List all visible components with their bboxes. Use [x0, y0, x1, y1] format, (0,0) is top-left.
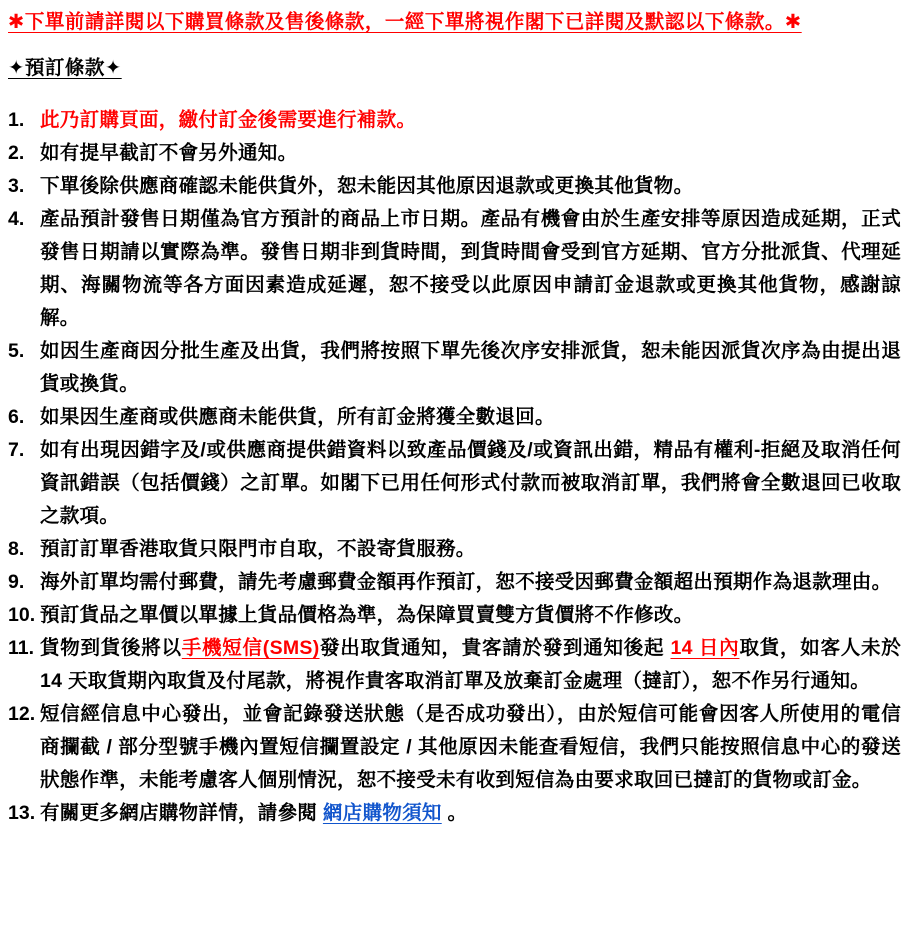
- term-segment: 如有出現因錯字及/或供應商提供錯資料以致產品價錢及/或資訊出錯，精品有權利-拒絕及取消任何資訊錯誤（包括價錢）之訂單。如閣下已用任何形式付款而被取消訂單，我們將會全數退回已收取之款項。: [40, 439, 901, 527]
- term-number: 11.: [8, 637, 35, 659]
- term-segment: 貨物到貨後將以: [40, 637, 182, 659]
- term-segment: 如因生產商因分批生產及出貨，我們將按照下單先後次序安排派貨，恕未能因派貨次序為由提出退貨或換貨。: [40, 340, 901, 395]
- term-text: [40, 599, 901, 632]
- term-segment: 如有提早截訂不會另外通知。: [40, 142, 298, 164]
- term-number: 9.: [8, 571, 25, 593]
- term-segment: 預訂訂單香港取貨只限門市自取，不設寄貨服務。: [40, 538, 476, 560]
- term-text: [40, 401, 901, 434]
- term-text: [40, 698, 901, 797]
- term-segment: 。: [441, 802, 468, 824]
- term-text: [40, 335, 901, 401]
- terms-list: [8, 104, 901, 830]
- term-item-5: [8, 335, 901, 401]
- term-number: 6.: [8, 406, 25, 428]
- term-item-2: [8, 137, 901, 170]
- term-number: 5.: [8, 340, 25, 362]
- term-segment: 下單後除供應商確認未能供貨外，恕未能因其他原因退款或更換其他貨物。: [40, 175, 694, 197]
- term-number: 4.: [8, 208, 25, 230]
- term-item-6: [8, 401, 901, 434]
- term-text: [40, 104, 901, 137]
- term-text: [40, 434, 901, 533]
- sms-notice-highlight: 手機短信(SMS): [181, 637, 320, 659]
- pickup-deadline-highlight: 14 日內: [670, 637, 740, 659]
- term-segment: 如果因生產商或供應商未能供貨，所有訂金將獲全數退回。: [40, 406, 555, 428]
- term-item-1: [8, 104, 901, 137]
- term-text: [40, 797, 901, 830]
- deposit-notice-highlight: 此乃訂購頁面，繳付訂金後需要進行補款。: [40, 109, 417, 131]
- section-title-preorder-terms: ✦預訂條款✦: [8, 57, 122, 79]
- term-text: [40, 137, 901, 170]
- shop-guide-link[interactable]: 網店購物須知: [322, 802, 442, 824]
- term-number: 12.: [8, 703, 36, 725]
- term-number: 8.: [8, 538, 25, 560]
- term-text: [40, 170, 901, 203]
- term-number: 3.: [8, 175, 25, 197]
- term-item-4: [8, 203, 901, 335]
- term-item-10: [8, 599, 901, 632]
- term-number: 2.: [8, 142, 25, 164]
- notice-title: ✱下單前請詳閱以下購買條款及售後條款，一經下單將視作閣下已詳閱及默認以下條款。✱: [8, 11, 802, 33]
- term-item-13: [8, 797, 901, 830]
- term-segment: 短信經信息中心發出，並會記錄發送狀態（是否成功發出），由於短信可能會因客人所使用的電信商攔截 / 部分型號手機內置短信攔置設定 / 其他原因未能查看短信，我們只能按照信息中心的發送狀態作準，未能考慮客人個別情況，恕不接受未有收到短信為由要求取回已撻訂的貨物或訂金。: [40, 703, 901, 791]
- term-item-8: [8, 533, 901, 566]
- term-segment: 有關更多網店購物詳情，請參閱: [40, 802, 323, 824]
- term-number: 7.: [8, 439, 25, 461]
- term-item-11: [8, 632, 901, 698]
- term-item-9: [8, 566, 901, 599]
- term-segment: 取貨，如客人未於 14 天取貨期內取貨及付尾款，將視作貴客取消訂單及放棄訂金處理（撻訂），恕不作另行通知。: [40, 637, 902, 692]
- term-text: [40, 632, 901, 698]
- term-segment: 產品預計發售日期僅為官方預計的商品上市日期。產品有機會由於生產安排等原因造成延期，正式發售日期請以實際為準。發售日期非到貨時間，到貨時間會受到官方延期、官方分批派貨、代理延期、海關物流等各方面因素造成延遲，恕不接受以此原因申請訂金退款或更換其他貨物，感謝諒解。: [40, 208, 901, 329]
- term-item-3: [8, 170, 901, 203]
- term-segment: 海外訂單均需付郵費，請先考慮郵費金額再作預訂，恕不接受因郵費金額超出預期作為退款理由。: [40, 571, 892, 593]
- term-item-7: [8, 434, 901, 533]
- term-number: 1.: [8, 109, 25, 131]
- term-number: 10.: [8, 604, 36, 626]
- term-item-12: [8, 698, 901, 797]
- term-text: [40, 566, 901, 599]
- term-text: [40, 203, 901, 335]
- term-segment: 發出取貨通知，貴客請於發到通知後起: [319, 637, 671, 659]
- term-number: 13.: [8, 802, 36, 824]
- term-segment: 預訂貨品之單價以單據上貨品價格為準，為保障買賣雙方貨價將不作修改。: [40, 604, 694, 626]
- term-text: [40, 533, 901, 566]
